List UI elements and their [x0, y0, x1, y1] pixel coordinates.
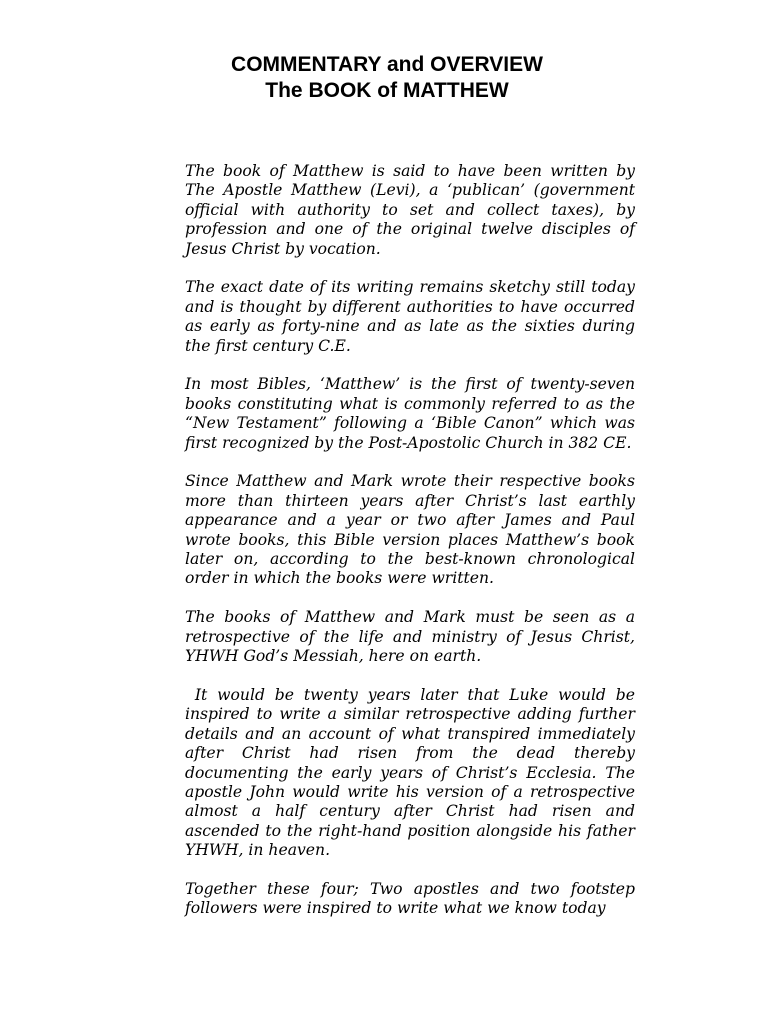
- document-body: [185, 162, 640, 919]
- paragraph-together: Together these four; Two apostles and two footstep followers were inspired to write what we know today: [185, 879, 635, 918]
- paragraph-canon: In most Bibles, ‘Matthew’ is the first of twenty-seven books constituting what is commonly referred to as the “New Testament” following a ‘Bible Canon” which was first recognized by the Post-Apostolic Church in 382 CE.: [185, 375, 635, 452]
- paragraph-luke-john: It would be twenty years later that Luke would be inspired to write a similar retrospective adding further details and an account of what transpired immediately after Christ had risen from the dead thereby documenting the early years of Christ’s Ecclesia. The apostle John would write his version of a retrospective almost a half century after Christ had risen and ascended to the right-hand position alongside his father YHWH, in heaven.: [185, 685, 640, 860]
- paragraph-retrospective: The books of Matthew and Mark must be seen as a retrospective of the life and ministry of Jesus Christ, YHWH God’s Messiah, here on earth.: [185, 608, 635, 666]
- paragraph-date: The exact date of its writing remains sketchy still today and is thought by different authorities to have occurred as early as forty-nine and as late as the sixties during the first century C.E.: [185, 278, 635, 355]
- title-line-commentary: COMMENTARY and OVERVIEW: [231, 53, 543, 76]
- title-line-book-of-matthew: The BOOK of MATTHEW: [265, 79, 509, 102]
- document-title: [0, 52, 768, 104]
- paragraph-order: Since Matthew and Mark wrote their respective books more than thirteen years after Christ’s last earthly appearance and a year or two after James and Paul wrote books, this Bible version places Matthew’s book later on, according to the best-known chronological order in which the books were written.: [185, 472, 635, 588]
- paragraph-authorship: The book of Matthew is said to have been written by The Apostle Matthew (Levi), a ‘publican’ (government official with authority to set and collect taxes), by profession and one of the original twelve disciples of Jesus Christ by vocation.: [185, 162, 635, 258]
